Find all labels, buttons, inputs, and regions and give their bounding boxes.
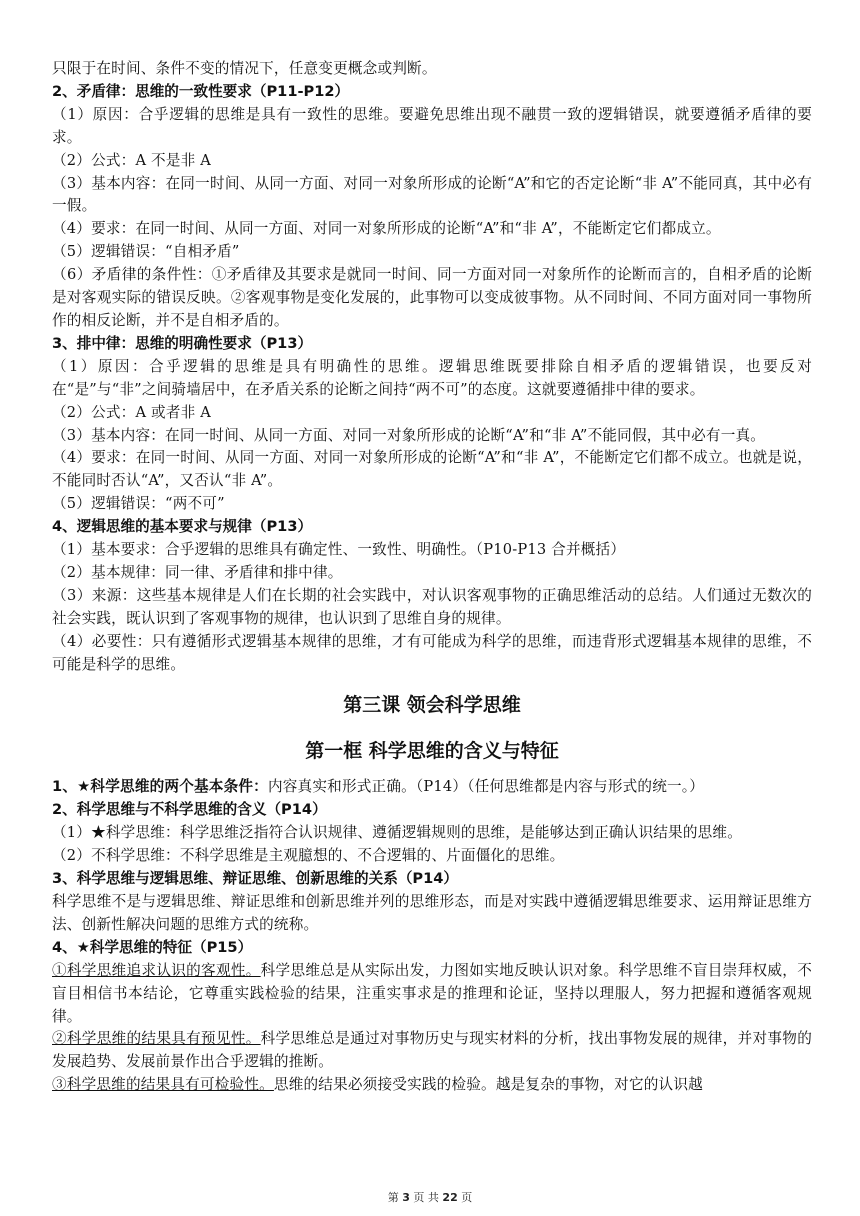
inline-text: 科学思维总是通过对事物历史与现实材料的分析，找出事物发展的规律，并对事物的发展趋势、发展前景作出合乎逻辑的推断。 bbox=[52, 1030, 812, 1071]
paragraph: （4）要求：在同一时间、从同一方面、对同一对象所形成的论断“A”和“非 A”，不能断定它们都不成立。也就是说，不能同时否认“A”，又否认“非 A”。 bbox=[52, 449, 812, 490]
current-page-number: 3 bbox=[402, 1191, 410, 1204]
paragraph bbox=[52, 1028, 812, 1074]
paragraph: （2）公式：A 不是非 A bbox=[52, 151, 211, 169]
paragraph: （2）不科学思维：不科学思维是主观臆想的、不合逻辑的、片面僵化的思维。 bbox=[52, 847, 565, 865]
page-footer bbox=[0, 1189, 860, 1205]
paragraph: 只限于在时间、条件不变的情况下，任意变更概念或判断。 bbox=[52, 60, 437, 77]
paragraph: （3）来源：这些基本规律是人们在长期的社会实践中，对认识客观事物的正确思维活动的总结。人们通过无数次的社会实践，既认识到了客观事物的规律，也认识到了思维自身的规律。 bbox=[52, 586, 812, 627]
inline-text: 思维的结果必须接受实践的检验。越是复杂的事物，对它的认识越 bbox=[273, 1076, 703, 1094]
paragraph bbox=[52, 776, 812, 799]
heading-definition: 2、科学思维与不科学思维的含义（P14） bbox=[52, 801, 327, 819]
underlined-point: ①科学思维追求认识的客观性。 bbox=[52, 961, 261, 979]
footer-suffix: 页 bbox=[457, 1191, 473, 1204]
underlined-point: ②科学思维的结果具有预见性。 bbox=[52, 1030, 261, 1048]
paragraph: （4）必要性：只有遵循形式逻辑基本规律的思维，才有可能成为科学的思维，而违背形式逻辑基本规律的思维，不可能是科学的思维。 bbox=[52, 632, 812, 673]
paragraph: （3）基本内容：在同一时间、从同一方面、对同一对象所形成的论断“A”和“非 A”不能同假，其中必有一真。 bbox=[52, 426, 766, 444]
paragraph: （5）逻辑错误：“自相矛盾” bbox=[52, 243, 240, 261]
heading-excluded-middle-law: 3、排中律：思维的明确性要求（P13） bbox=[52, 334, 313, 352]
lesson-title: 第三课 领会科学思维 bbox=[343, 694, 521, 717]
paragraph: （1）★科学思维：科学思维泛指符合认识规律、遵循逻辑规则的思维，是能够达到正确认识结果的思维。 bbox=[52, 824, 743, 842]
paragraph bbox=[52, 1074, 812, 1097]
section-title: 第一框 科学思维的含义与特征 bbox=[305, 740, 559, 763]
footer-middle: 页 共 bbox=[409, 1191, 443, 1204]
paragraph: （5）逻辑错误：“两不可” bbox=[52, 495, 225, 513]
paragraph bbox=[52, 960, 812, 1029]
paragraph: （3）基本内容：在同一时间、从同一方面、对同一对象所形成的论断“A”和它的否定论断“非 A”不能同真，其中必有一假。 bbox=[52, 174, 812, 215]
footer-prefix: 第 bbox=[387, 1191, 403, 1204]
total-page-number: 22 bbox=[442, 1191, 458, 1204]
paragraph: （1）原因：合乎逻辑的思维是具有一致性的思维。要避免思维出现不融贯一致的逻辑错误，就要遵循矛盾律的要求。 bbox=[52, 105, 812, 146]
paragraph: （4）要求：在同一时间、从同一方面、对同一对象所形成的论断“A”和“非 A”，不能断定它们都成立。 bbox=[52, 220, 721, 238]
paragraph: （6）矛盾律的条件性：①矛盾律及其要求是就同一时间、同一方面对同一对象所作的论断而言的，自相矛盾的论断是对客观实际的错误反映。②客观事物是变化发展的，此事物可以变成彼事物。从不同时间、不同方面对同一事物所作的相反论断，并不是自相矛盾的。 bbox=[52, 266, 812, 329]
paragraph: （1）基本要求：合乎逻辑的思维具有确定性、一致性、明确性。（P10-P13 合并概括） bbox=[52, 541, 626, 559]
paragraph: 科学思维不是与逻辑思维、辩证思维和创新思维并列的思维形态，而是对实践中遵循逻辑思维要求、运用辩证思维方法、创新性解决问题的思维方式的统称。 bbox=[52, 893, 812, 933]
document-page bbox=[52, 58, 812, 1097]
inline-text: 科学思维总是从实际出发，力图如实地反映认识对象。科学思维不盲目崇拜权威，不盲目相信书本结论，它尊重实践检验的结果，注重实事求是的推理和论证，坚持以理服人，努力把握和遵循客观规律。 bbox=[52, 961, 812, 1025]
heading-relationship: 3、科学思维与逻辑思维、辩证思维、创新思维的关系（P14） bbox=[52, 870, 459, 888]
inline-heading: 1、★科学思维的两个基本条件： bbox=[52, 778, 268, 796]
paragraph: （1）原因：合乎逻辑的思维是具有明确性的思维。逻辑思维既要排除自相矛盾的逻辑错误，也要反对在“是”与“非”之间骑墙居中，在矛盾关系的论断之间持“两不可”的态度。这就要遵循排中律的要求。 bbox=[52, 357, 812, 398]
paragraph: （2）基本规律：同一律、矛盾律和排中律。 bbox=[52, 563, 343, 581]
heading-contradiction-law: 2、矛盾律：思维的一致性要求（P11-P12） bbox=[52, 82, 350, 100]
inline-text: 内容真实和形式正确。（P14）（任何思维都是内容与形式的统一。） bbox=[267, 778, 705, 796]
heading-basic-requirements: 4、逻辑思维的基本要求与规律（P13） bbox=[52, 518, 313, 536]
paragraph: （2）公式：A 或者非 A bbox=[52, 403, 211, 421]
heading-features: 4、★科学思维的特征（P15） bbox=[52, 938, 253, 956]
underlined-point: ③科学思维的结果具有可检验性。 bbox=[52, 1076, 274, 1094]
